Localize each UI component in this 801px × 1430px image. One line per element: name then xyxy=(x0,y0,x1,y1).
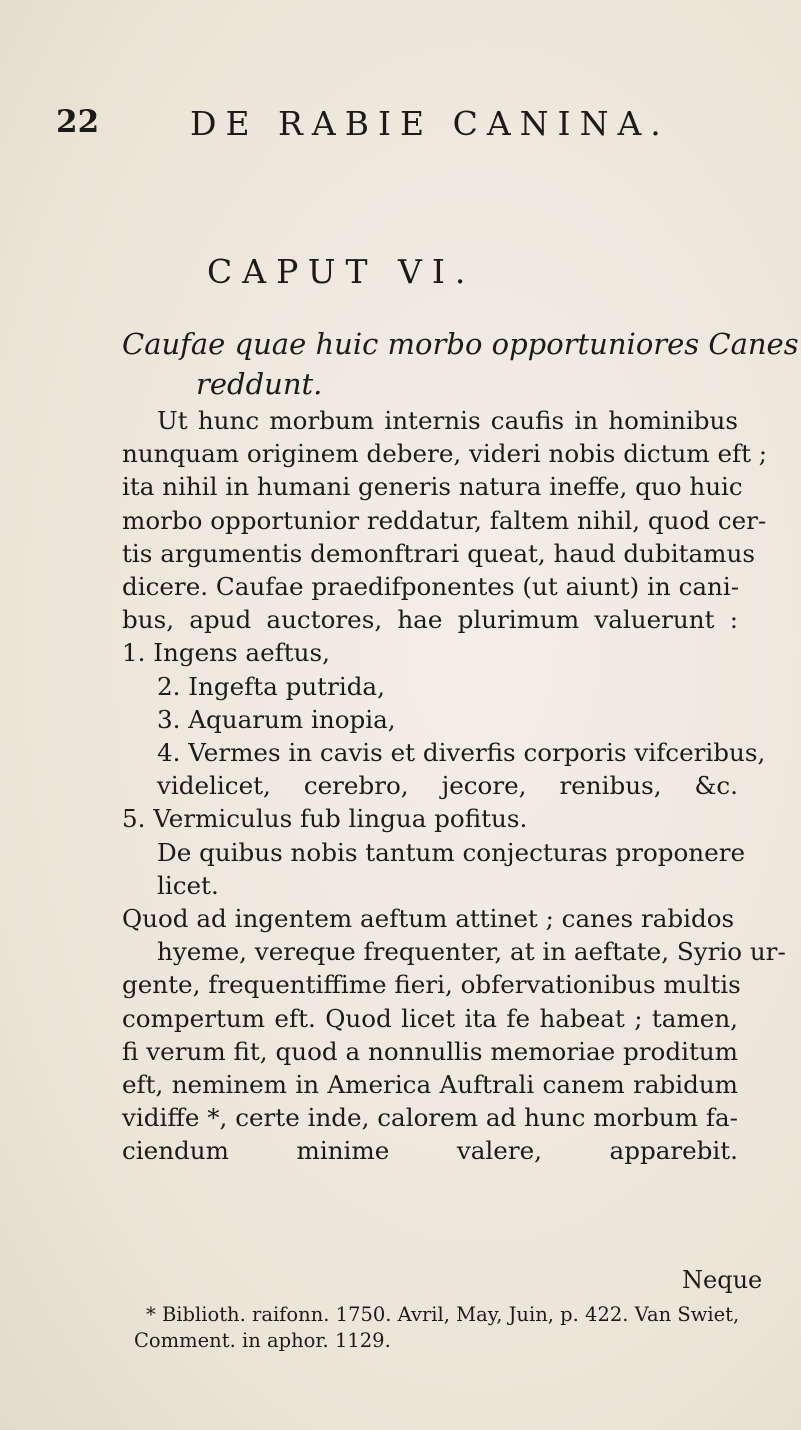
text-line: 1. Ingens aeftus, xyxy=(122,638,330,668)
list-item: 2. Ingefta putrida, xyxy=(157,671,385,701)
text-line: compertum eft. Quod licet ita fe habeat ; tamen, xyxy=(122,1003,738,1033)
list-item: De quibus nobis tantum conjecturas proponere xyxy=(157,837,746,867)
text-line: dicere. Caufae praedifponentes (ut aiunt) in cani- xyxy=(122,572,740,602)
page-header xyxy=(56,104,756,154)
text-line: 5. Vermiculus fub lingua pofitus. xyxy=(122,804,528,834)
running-head: DE RABIE CANINA. xyxy=(190,104,670,143)
text-line: gente, frequentiffime fieri, obfervationibus multis xyxy=(122,970,741,1000)
text-line: morbo opportunior reddatur, faltem nihil, quod cer- xyxy=(122,505,767,535)
subtitle-line: reddunt. xyxy=(196,367,323,401)
list-item: videlicet, cerebro, jecore, renibus, &c. xyxy=(157,771,738,801)
chapter-heading: CAPUT VI. xyxy=(207,252,476,291)
page-number: 22 xyxy=(56,104,100,140)
text-line: Ut hunc morbum internis caufis in hominibus xyxy=(157,406,738,435)
footnote-line: * Biblioth. raifonn. 1750. Avril, May, Juin, p. 422. Van Swiet, xyxy=(146,1303,740,1326)
list-item: 3. Aquarum inopia, xyxy=(157,704,396,734)
body-text xyxy=(122,404,786,1168)
footnote-line: Comment. in aphor. 1129. xyxy=(134,1329,391,1352)
text-line: eft, neminem in America Auftrali canem rabidum xyxy=(122,1070,738,1100)
text-line: licet. xyxy=(157,870,219,900)
text-line: ciendum minime valere, apparebit. xyxy=(122,1136,738,1166)
text-line: nunquam originem debere, videri nobis dictum eft ; xyxy=(122,439,768,469)
text-line: vidiffe *, certe inde, calorem ad hunc morbum fa- xyxy=(122,1103,738,1133)
text-line: fi verum fit, quod a nonnullis memoriae proditum xyxy=(122,1036,738,1066)
text-line: Quod ad ingentem aeftum attinet ; canes rabidos xyxy=(122,904,735,934)
list-item: 4. Vermes in cavis et diverfis corporis vifceribus, xyxy=(157,738,766,768)
catchword: Neque xyxy=(682,1266,763,1294)
text-line: bus, apud auctores, hae plurimum valuerunt : xyxy=(122,605,738,635)
footnote xyxy=(122,1302,742,1354)
text-line: hyeme, vereque frequenter, at in aeftate, Syrio ur- xyxy=(157,937,786,967)
subtitle-line: Caufae quae huic morbo opportuniores Canes xyxy=(122,327,799,361)
text-line: tis argumentis demonftrari queat, haud dubitamus xyxy=(122,538,755,568)
text-line: ita nihil in humani generis natura ineffe, quo huic xyxy=(122,472,743,502)
chapter-subtitle xyxy=(122,324,799,404)
